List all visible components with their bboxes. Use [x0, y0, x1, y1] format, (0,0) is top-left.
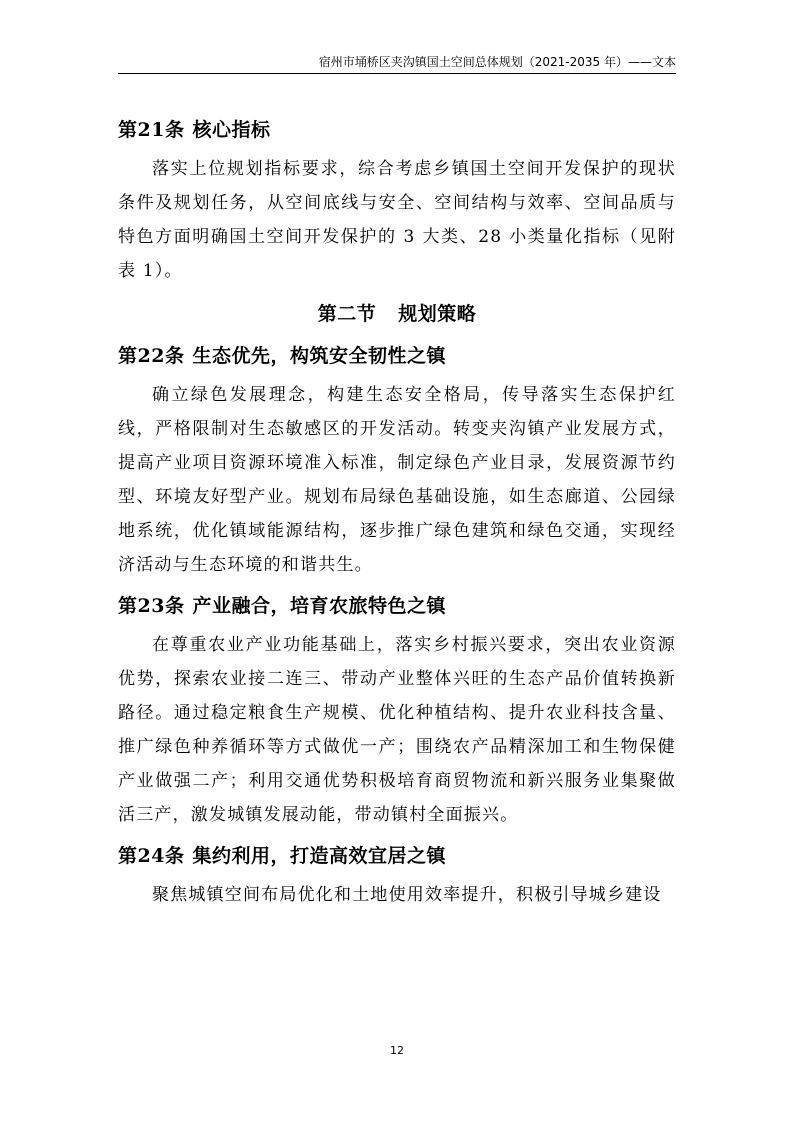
article-23-paragraph: 在尊重农业产业功能基础上，落实乡村振兴要求，突出农业资源优势，探索农业接二连三、带动产业整体兴旺的生态产品价值转换新路径。通过稳定粮食生产规模、优化种植结构、提升农业科技含量、推广绿色种养循环等方式做优一产；围绕农产品精深加工和生物保健产业做强二产；利用交通优势积极培育商贸物流和新兴服务业集聚做活三产，激发城镇发展动能，带动镇村全面振兴。 — [118, 635, 676, 825]
article-title: 集约利用，打造高效宜居之镇 — [192, 845, 446, 867]
article-number: 第23条 — [118, 595, 185, 617]
article-24-heading — [118, 838, 676, 874]
section-title: 规划策略 — [398, 303, 477, 325]
article-title: 生态优先，构筑安全韧性之镇 — [192, 345, 446, 367]
article-title: 核心指标 — [192, 119, 271, 141]
running-header: 宿州市埇桥区夹沟镇国土空间总体规划（2021-2035 年）——文本 — [118, 54, 676, 74]
article-number: 第21条 — [118, 119, 185, 141]
article-21-paragraph: 落实上位规划指标要求，综合考虑乡镇国土空间开发保护的现状条件及规划任务，从空间底线与安全、空间结构与效率、空间品质与特色方面明确国土空间开发保护的 3 大类、28 小类量化指标（见附表 1）。 — [118, 159, 676, 281]
section-number: 第二节 — [317, 303, 377, 325]
article-title: 产业融合，培育农旅特色之镇 — [192, 595, 446, 617]
article-22-heading — [118, 338, 676, 374]
article-22-paragraph: 确立绿色发展理念，构建生态安全格局，传导落实生态保护红线，严格限制对生态敏感区的开发活动。转变夹沟镇产业发展方式，提高产业项目资源环境准入标准，制定绿色产业目录，发展资源节约型、环境友好型产业。规划布局绿色基础设施，如生态廊道、公园绿地系统，优化镇域能源结构，逐步推广绿色建筑和绿色交通，实现经济活动与生态环境的和谐共生。 — [118, 385, 676, 575]
section-heading — [118, 296, 676, 332]
document-body — [118, 112, 676, 918]
article-21-heading — [118, 112, 676, 148]
page-number: 12 — [390, 1044, 404, 1057]
article-23-heading — [118, 588, 676, 624]
article-number: 第22条 — [118, 345, 185, 367]
article-number: 第24条 — [118, 845, 185, 867]
article-24-paragraph: 聚焦城镇空间布局优化和土地使用效率提升，积极引导城乡建设 — [152, 885, 662, 905]
